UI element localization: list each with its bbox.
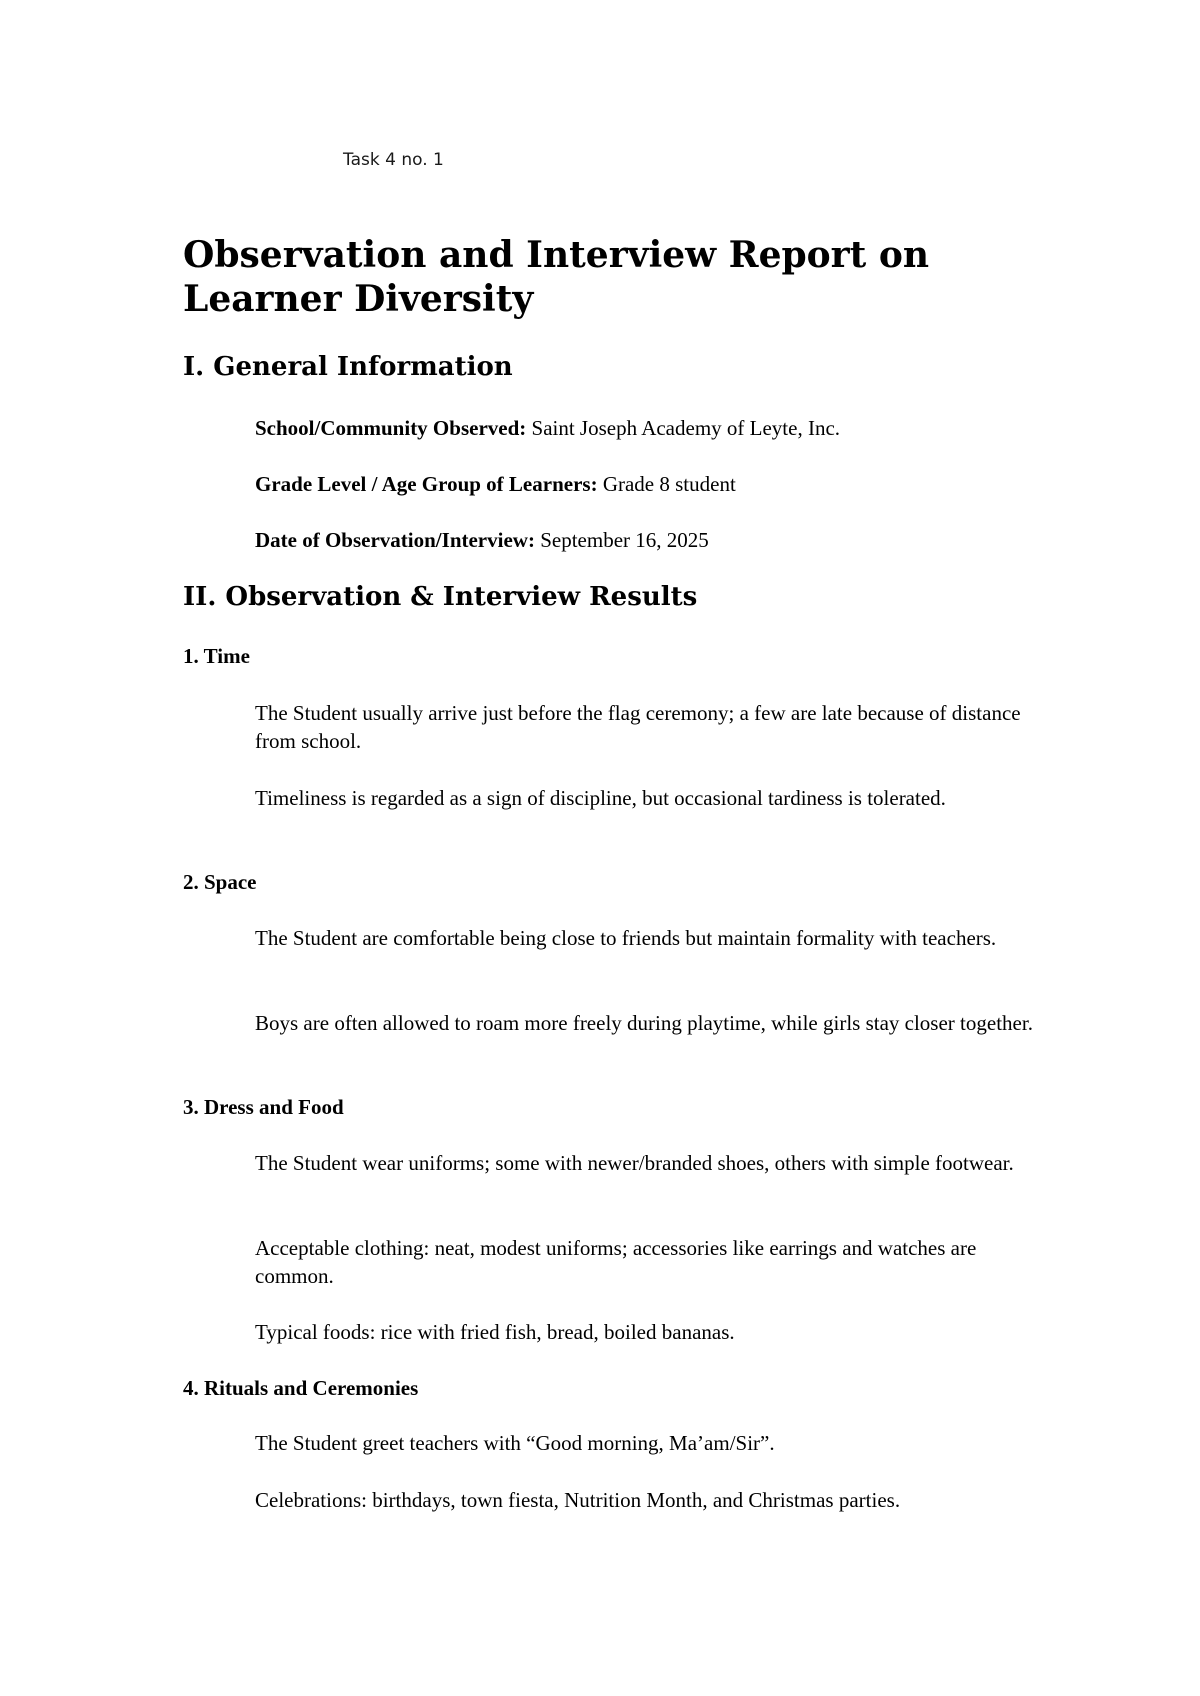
grade-value: Grade 8 student — [602, 472, 736, 496]
subheading-rituals: 4. Rituals and Ceremonies — [183, 1376, 419, 1400]
rituals-paragraph-1: The Student greet teachers with “Good morning, Ma’am/Sir”. — [255, 1431, 775, 1455]
school-info-line — [255, 414, 1045, 442]
date-value: September 16, 2025 — [540, 528, 709, 552]
section-heading-general-information: I. General Information — [183, 352, 513, 382]
dress-food-paragraph-1: The Student wear uniforms; some with newer/branded shoes, others with simple footwear. — [255, 1151, 1014, 1175]
school-label: School/Community Observed: — [255, 416, 527, 440]
space-paragraph-1: The Student are comfortable being close to friends but maintain formality with teachers. — [255, 926, 997, 950]
time-paragraph-2: Timeliness is regarded as a sign of discipline, but occasional tardiness is tolerated. — [255, 786, 946, 810]
dress-food-paragraph-2: Acceptable clothing: neat, modest uniforms; accessories like earrings and watches are common. — [255, 1236, 977, 1288]
subheading-time: 1. Time — [183, 644, 250, 668]
rituals-paragraph-2: Celebrations: birthdays, town fiesta, Nutrition Month, and Christmas parties. — [255, 1488, 901, 1512]
date-info-line — [255, 526, 1045, 554]
document-title: Observation and Interview Report on Learner Diversity — [183, 234, 929, 320]
time-paragraph-1: The Student usually arrive just before the flag ceremony; a few are late because of distance from school. — [255, 701, 1021, 753]
space-paragraph-2: Boys are often allowed to roam more freely during playtime, while girls stay closer together. — [255, 1011, 1033, 1035]
subheading-dress-food: 3. Dress and Food — [183, 1095, 344, 1119]
grade-info-line — [255, 470, 1045, 498]
section-heading-results: II. Observation & Interview Results — [183, 582, 698, 612]
school-value: Saint Joseph Academy of Leyte, Inc. — [531, 416, 841, 440]
subheading-space: 2. Space — [183, 870, 257, 894]
dress-food-paragraph-3: Typical foods: rice with fried fish, bread, boiled bananas. — [255, 1320, 735, 1344]
grade-label: Grade Level / Age Group of Learners: — [255, 472, 598, 496]
task-label: Task 4 no. 1 — [343, 150, 444, 170]
date-label: Date of Observation/Interview: — [255, 528, 535, 552]
